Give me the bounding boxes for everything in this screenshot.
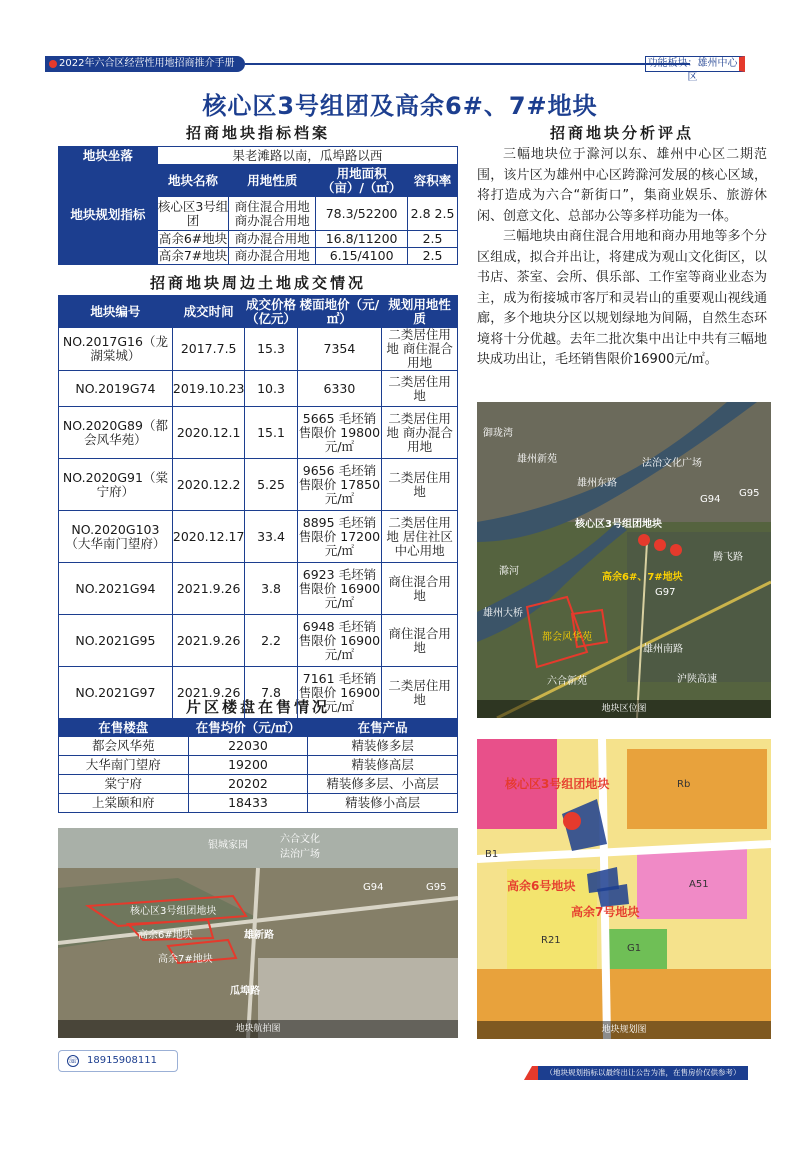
- phone-number: 18915908111: [87, 1055, 157, 1066]
- cell-floor: 8895 毛坯销售限价 17200元/㎡: [297, 511, 382, 563]
- sales-table: [58, 718, 458, 813]
- cell-far: 2.5: [408, 231, 458, 248]
- map-label: 御珑湾: [483, 428, 513, 439]
- aerial-label: 高余7#地块: [158, 954, 213, 965]
- cell-floor: 7161 毛坯销售限价 16900元/㎡: [297, 667, 382, 719]
- header-left-tab: [45, 56, 245, 72]
- map-label: 沪陕高速: [677, 674, 717, 685]
- cell-floor: 6330: [297, 371, 382, 407]
- aerial-label: 核心区3号组团地块: [130, 906, 217, 917]
- map-label: 六合新苑: [547, 676, 587, 687]
- col-header: 地块名称: [157, 165, 229, 197]
- table-row: [59, 794, 458, 813]
- plan-label: B1: [485, 849, 499, 860]
- cell-area: 16.8/11200: [316, 231, 408, 248]
- cell-id: NO.2017G16（龙湖棠城）: [59, 328, 173, 371]
- section-title-analysis: 招商地块分析评点: [549, 124, 694, 142]
- cell-price: 18433: [188, 794, 308, 813]
- cell-name: 大华南门望府: [59, 756, 189, 775]
- cell-price: 20202: [188, 775, 308, 794]
- cell-floor: 5665 毛坯销售限价 19800元/㎡: [297, 407, 382, 459]
- plan-label: Rb: [677, 779, 691, 790]
- cell-name: 棠宁府: [59, 775, 189, 794]
- cell-id: NO.2019G74: [59, 371, 173, 407]
- cell-date: 2019.10.23: [172, 371, 245, 407]
- cell-id: NO.2020G103（大华南门望府）: [59, 511, 173, 563]
- page-header: [45, 56, 745, 83]
- cell-name: 高余7#地块: [158, 248, 228, 263]
- location-map: [477, 402, 771, 718]
- header-right-tab: 功能板块：雄州中心区: [645, 56, 745, 72]
- cell-name: 上棠颐和府: [59, 794, 189, 813]
- cell-area: 78.3/52200: [316, 197, 408, 231]
- cell-product: 精装修小高层: [308, 794, 458, 813]
- map-label: 雄州新苑: [517, 454, 557, 465]
- cell-price: 7.8: [245, 667, 297, 719]
- col-header: 楼面地价（元/㎡）: [297, 296, 382, 328]
- cell-date: 2021.9.26: [172, 615, 245, 667]
- cell-id: NO.2021G95: [59, 615, 173, 667]
- map-label: 高余6#、7#地块: [602, 572, 683, 583]
- map-label: G97: [655, 587, 676, 598]
- cell-floor: 6923 毛坯销售限价 16900元/㎡: [297, 563, 382, 615]
- cell-name: 核心区3号组团: [157, 197, 229, 231]
- cell-use: 商办混合用地: [229, 231, 316, 248]
- cell-floor: 7354: [297, 328, 382, 371]
- cell-use: 商住混合用地: [382, 563, 458, 615]
- planning-map-caption: 地块规划图: [477, 1021, 771, 1039]
- loc-label: 地块坐落: [59, 147, 158, 165]
- plan-label: 高余7号地块: [571, 905, 640, 919]
- map-label: 法治文化广场: [642, 458, 702, 469]
- col-header: 成交时间: [172, 296, 245, 328]
- cell-price: 15.3: [245, 328, 297, 371]
- loc-value: 果老滩路以南，瓜埠路以西: [157, 147, 457, 165]
- map-label: 腾飞路: [713, 552, 743, 563]
- aerial-photo: [58, 828, 458, 1038]
- footer-note: （地块规划指标以最终出让公告为准，在售房价仅供参考）: [538, 1066, 748, 1080]
- cell-floor: 6948 毛坯销售限价 16900元/㎡: [297, 615, 382, 667]
- cell-use: 商办混合用地: [229, 248, 316, 265]
- plan-label: R21: [541, 935, 561, 946]
- plan-label: 核心区3号组团地块: [505, 777, 610, 791]
- cell-name: 都会风华苑: [59, 737, 189, 756]
- plan-label: A51: [689, 879, 709, 890]
- cell-price: 10.3: [245, 371, 297, 407]
- cell-date: 2021.9.26: [172, 563, 245, 615]
- cell-id: NO.2020G89（都会风华苑）: [59, 407, 173, 459]
- table-row: [59, 667, 458, 719]
- aerial-label: 六合文化法治广场: [280, 834, 320, 860]
- deals-table: [58, 295, 458, 719]
- table-row: [59, 328, 458, 371]
- table-row: [59, 775, 458, 794]
- cell-area: 6.15/4100: [316, 248, 408, 265]
- section-title-sales: 片区楼盘在售情况: [185, 698, 330, 716]
- aerial-label: G94: [363, 882, 384, 893]
- aerial-photo-caption: 地块航拍图: [58, 1020, 458, 1038]
- page-title: 核心区3号组团及高余6#、7#地块: [202, 92, 598, 120]
- col-header: 容积率: [408, 165, 458, 197]
- cell-id: NO.2021G97: [59, 667, 173, 719]
- col-header: 规划用地性质: [382, 296, 458, 328]
- col-header: 在售产品: [308, 719, 458, 737]
- map-label: 雄州大桥: [483, 608, 523, 619]
- cell-id: NO.2021G94: [59, 563, 173, 615]
- col-header: 在售均价（元/㎡）: [188, 719, 308, 737]
- plan-label: G1: [627, 943, 642, 954]
- cell-use: 二类居住用地 商办混合用地: [382, 407, 458, 459]
- analysis-text: [477, 145, 767, 371]
- header-left-text: 2022年六合区经营性用地招商推介手册: [59, 58, 235, 69]
- cell-date: 2017.7.5: [172, 328, 245, 371]
- aerial-label: G95: [426, 882, 447, 893]
- table-row: [59, 563, 458, 615]
- map-label: 核心区3号组团地块: [575, 519, 662, 530]
- col-header: 用地性质: [229, 165, 316, 197]
- phone-icon: ☏: [68, 1056, 79, 1065]
- cell-use: 二类居住用地: [382, 459, 458, 511]
- cell-product: 精装修多层、小高层: [308, 775, 458, 794]
- cell-price: 5.25: [245, 459, 297, 511]
- analysis-paragraph: 三幅地块由商住混合用地和商办用地等多个分区组成，拟合并出让，将建成为观山文化街区，以书店、茶室、会所、俱乐部、工作室等商业业态为主，成为衔接城市客厅和灵岩山的重要观山视线通廊，多个地块分区以规划绿地为间隔，自然生态环境将十分优越。去年二批次集中出让中共有三幅地块成功出让，毛坯销售限价16900元/㎡。: [477, 229, 767, 367]
- table-row: [59, 615, 458, 667]
- map-label: G95: [739, 488, 760, 499]
- map-label: 雄州东路: [577, 478, 617, 489]
- index-table: [58, 146, 458, 265]
- section-title-deals: 招商地块周边土地成交情况: [149, 274, 366, 292]
- table-row: [59, 371, 458, 407]
- cell-date: 2020.12.2: [172, 459, 245, 511]
- map-label: 都会风华苑: [542, 632, 592, 643]
- page-footer: [58, 1050, 748, 1078]
- table-row: [59, 756, 458, 775]
- cell-price: 22030: [188, 737, 308, 756]
- aerial-label: 瓜埠路: [230, 986, 260, 997]
- cell-date: 2021.9.26: [172, 667, 245, 719]
- aerial-label: 高余6#地块: [138, 930, 193, 941]
- map-label: 滁河: [499, 566, 519, 577]
- cell-use: 二类居住用地: [382, 371, 458, 407]
- cell-use: 二类居住用地 商住混合用地: [382, 328, 458, 371]
- cell-floor: 9656 毛坯销售限价 17850元/㎡: [297, 459, 382, 511]
- table-row: [59, 511, 458, 563]
- section-title-index: 招商地块指标档案: [185, 124, 330, 142]
- cell-price: 2.2: [245, 615, 297, 667]
- cell-date: 2020.12.1: [172, 407, 245, 459]
- cell-product: 精装修多层: [308, 737, 458, 756]
- aerial-label: 银城家园: [208, 840, 248, 851]
- planning-map: [477, 739, 771, 1039]
- cell-name: 高余6#地块: [158, 231, 228, 246]
- map-label: G94: [700, 494, 721, 505]
- phone-box: [58, 1050, 178, 1072]
- cell-date: 2020.12.17: [172, 511, 245, 563]
- cell-price: 3.8: [245, 563, 297, 615]
- table-row: [59, 737, 458, 756]
- col-header: 成交价格（亿元）: [246, 296, 297, 326]
- cell-far: 2.5: [408, 248, 458, 265]
- cell-use: 商住混合用地: [382, 615, 458, 667]
- cell-far: 2.8 2.5: [408, 197, 458, 231]
- header-dot-icon: [49, 60, 57, 68]
- location-map-caption: 地块区位图: [477, 700, 771, 718]
- analysis-paragraph: 三幅地块位于滁河以东、雄州中心区二期范围，该片区为雄州中心区跨滁河发展的核心区域，将打造成为六合“新街口”，集商业娱乐、旅游休闲、创意文化、总部办公等多样功能为一体。: [477, 147, 767, 224]
- col-header: 在售楼盘: [59, 719, 189, 737]
- plan-label: 高余6号地块: [507, 879, 576, 893]
- cell-id: NO.2020G91（棠宁府）: [59, 459, 173, 511]
- cell-price: 15.1: [245, 407, 297, 459]
- col-header: 用地面积（亩）/（㎡）: [316, 165, 408, 197]
- cell-use: 二类居住用地: [382, 667, 458, 719]
- map-label: 雄州南路: [643, 644, 683, 655]
- plan-label: 地块规划指标: [59, 165, 158, 265]
- cell-use: 二类居住用地 居住社区中心用地: [382, 511, 458, 563]
- cell-product: 精装修高层: [308, 756, 458, 775]
- cell-price: 33.4: [245, 511, 297, 563]
- table-row: [59, 407, 458, 459]
- cell-price: 19200: [188, 756, 308, 775]
- header-divider: [245, 63, 690, 65]
- table-row: [59, 459, 458, 511]
- aerial-label: 雄新路: [244, 930, 274, 941]
- cell-use: 商住混合用地 商办混合用地: [229, 197, 316, 231]
- col-header: 地块编号: [59, 296, 173, 328]
